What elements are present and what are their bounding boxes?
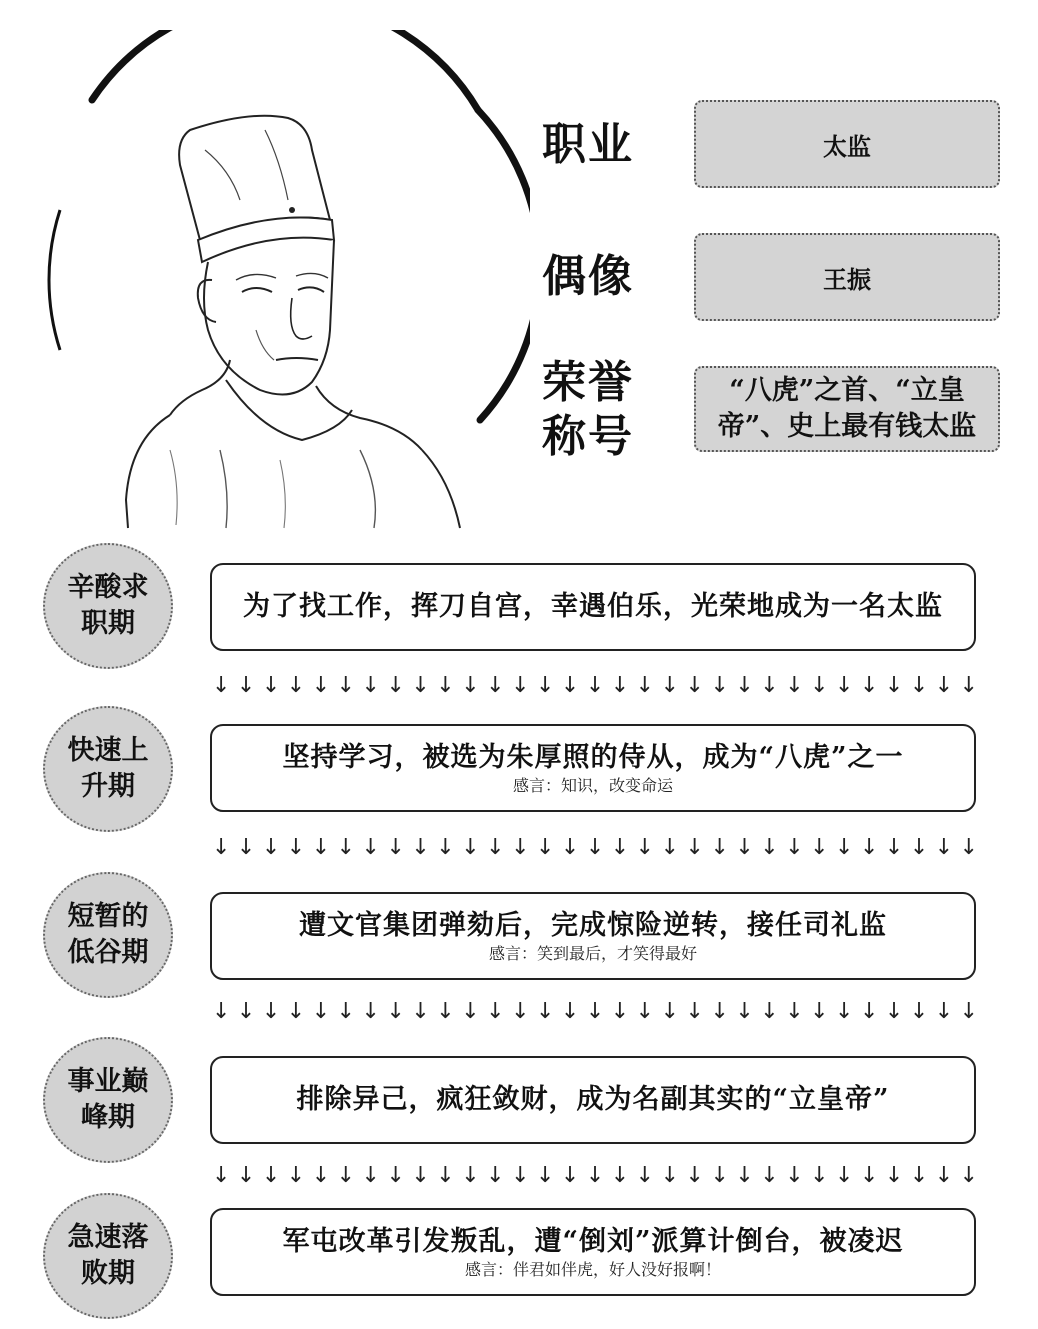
down-arrow-icon: ↓ (585, 673, 605, 698)
down-arrow-icon: ↓ (884, 999, 904, 1024)
down-arrow-icon: ↓ (585, 835, 605, 860)
down-arrow-icon: ↓ (286, 1163, 306, 1188)
down-arrow-icon: ↓ (436, 835, 455, 860)
down-arrow-icon: ↓ (610, 1163, 630, 1188)
stage-text: 军屯改革引发叛乱，遭“倒刘”派算计倒台，被凌迟 (282, 1225, 904, 1257)
down-arrow-icon: ↓ (311, 1163, 331, 1188)
down-arrow-icon: ↓ (810, 673, 829, 698)
down-arrow-icon: ↓ (859, 835, 879, 860)
down-arrow-icon: ↓ (835, 999, 854, 1024)
arrow-row (212, 672, 979, 700)
down-arrow-icon: ↓ (909, 1163, 929, 1188)
down-arrow-icon: ↓ (511, 999, 530, 1024)
idol-value: 王振 (694, 233, 1000, 321)
down-arrow-icon: ↓ (610, 673, 630, 698)
stage-circle-1 (43, 543, 173, 669)
down-arrow-icon: ↓ (934, 673, 954, 698)
down-arrow-icon: ↓ (810, 999, 829, 1024)
halo-ring (92, 30, 478, 110)
down-arrow-icon: ↓ (436, 1163, 455, 1188)
down-arrow-icon: ↓ (261, 673, 281, 698)
down-arrow-icon: ↓ (461, 673, 480, 698)
stage-note: 感言：笑到最后，才笑得最好 (488, 943, 697, 963)
down-arrow-icon: ↓ (560, 835, 580, 860)
honor-label-line2: 称号 (542, 411, 634, 462)
stage-box-4 (210, 1056, 976, 1144)
stage-text: 遭文官集团弹劾后，完成惊险逆转，接任司礼监 (299, 909, 887, 941)
down-arrow-icon: ↓ (710, 1163, 729, 1188)
down-arrow-icon: ↓ (810, 1163, 829, 1188)
down-arrow-icon: ↓ (261, 1163, 281, 1188)
down-arrow-icon: ↓ (909, 673, 929, 698)
stage-box-2 (210, 724, 976, 812)
honor-value: “八虎”之首、“立皇帝”、史上最有钱太监 (694, 366, 1000, 452)
down-arrow-icon: ↓ (660, 835, 680, 860)
stage-box-3 (210, 892, 976, 980)
down-arrow-icon: ↓ (560, 999, 580, 1024)
down-arrow-icon: ↓ (909, 999, 929, 1024)
stage-text: 坚持学习，被选为朱厚照的侍从，成为“八虎”之一 (282, 741, 904, 773)
down-arrow-icon: ↓ (411, 999, 430, 1024)
stage-circle-3 (43, 872, 173, 998)
stage-note: 感言：知识，改变命运 (512, 775, 673, 795)
down-arrow-icon: ↓ (635, 835, 655, 860)
down-arrow-icon: ↓ (710, 835, 729, 860)
down-arrow-icon: ↓ (635, 999, 655, 1024)
down-arrow-icon: ↓ (212, 835, 231, 860)
down-arrow-icon: ↓ (934, 999, 954, 1024)
down-arrow-icon: ↓ (212, 999, 231, 1024)
down-arrow-icon: ↓ (236, 1163, 256, 1188)
stage-circle-4 (43, 1037, 173, 1163)
down-arrow-icon: ↓ (411, 673, 430, 698)
down-arrow-icon: ↓ (286, 835, 306, 860)
honor-label-line1: 荣誉 (542, 357, 634, 408)
down-arrow-icon: ↓ (436, 999, 455, 1024)
down-arrow-icon: ↓ (411, 835, 430, 860)
stage-label: 短暂的低谷期 (67, 901, 149, 968)
down-arrow-icon: ↓ (212, 1163, 231, 1188)
down-arrow-icon: ↓ (735, 1163, 754, 1188)
down-arrow-icon: ↓ (835, 673, 854, 698)
down-arrow-icon: ↓ (511, 835, 530, 860)
down-arrow-icon: ↓ (560, 1163, 580, 1188)
down-arrow-icon: ↓ (336, 999, 356, 1024)
down-arrow-icon: ↓ (909, 835, 929, 860)
down-arrow-icon: ↓ (461, 999, 480, 1024)
stage-label: 快速上升期 (67, 735, 149, 802)
down-arrow-icon: ↓ (212, 673, 231, 698)
down-arrow-icon: ↓ (959, 673, 979, 698)
stage-box-1 (210, 563, 976, 651)
down-arrow-icon: ↓ (735, 999, 754, 1024)
down-arrow-icon: ↓ (884, 673, 904, 698)
down-arrow-icon: ↓ (535, 1163, 555, 1188)
down-arrow-icon: ↓ (710, 999, 729, 1024)
down-arrow-icon: ↓ (336, 1163, 356, 1188)
stage-note: 感言：伴君如伴虎，好人没好报啊！ (464, 1259, 721, 1279)
down-arrow-icon: ↓ (959, 1163, 979, 1188)
occupation-value: 太监 (694, 100, 1000, 188)
down-arrow-icon: ↓ (610, 999, 630, 1024)
down-arrow-icon: ↓ (859, 1163, 879, 1188)
down-arrow-icon: ↓ (810, 835, 829, 860)
down-arrow-icon: ↓ (884, 1163, 904, 1188)
down-arrow-icon: ↓ (486, 835, 505, 860)
down-arrow-icon: ↓ (236, 999, 256, 1024)
down-arrow-icon: ↓ (386, 1163, 405, 1188)
down-arrow-icon: ↓ (486, 673, 505, 698)
halo-ring-right (478, 110, 530, 420)
down-arrow-icon: ↓ (361, 673, 380, 698)
down-arrow-icon: ↓ (511, 673, 530, 698)
down-arrow-icon: ↓ (660, 673, 680, 698)
down-arrow-icon: ↓ (934, 1163, 954, 1188)
arrow-row (212, 834, 979, 862)
halo-ring-left (49, 210, 60, 350)
down-arrow-icon: ↓ (386, 999, 405, 1024)
down-arrow-icon: ↓ (336, 835, 356, 860)
down-arrow-icon: ↓ (735, 673, 754, 698)
down-arrow-icon: ↓ (311, 673, 331, 698)
down-arrow-icon: ↓ (635, 673, 655, 698)
down-arrow-icon: ↓ (535, 835, 555, 860)
down-arrow-icon: ↓ (884, 835, 904, 860)
arrow-row (212, 998, 979, 1026)
stage-circle-2 (43, 706, 173, 832)
robe (126, 415, 460, 528)
down-arrow-icon: ↓ (859, 999, 879, 1024)
down-arrow-icon: ↓ (261, 999, 281, 1024)
down-arrow-icon: ↓ (959, 835, 979, 860)
down-arrow-icon: ↓ (660, 1163, 680, 1188)
down-arrow-icon: ↓ (785, 835, 804, 860)
down-arrow-icon: ↓ (486, 999, 505, 1024)
down-arrow-icon: ↓ (436, 673, 455, 698)
down-arrow-icon: ↓ (286, 673, 306, 698)
down-arrow-icon: ↓ (760, 835, 779, 860)
down-arrow-icon: ↓ (535, 673, 555, 698)
down-arrow-icon: ↓ (685, 1163, 704, 1188)
down-arrow-icon: ↓ (361, 835, 380, 860)
down-arrow-icon: ↓ (760, 1163, 779, 1188)
down-arrow-icon: ↓ (785, 673, 804, 698)
down-arrow-icon: ↓ (685, 999, 704, 1024)
down-arrow-icon: ↓ (685, 673, 704, 698)
down-arrow-icon: ↓ (760, 999, 779, 1024)
down-arrow-icon: ↓ (236, 835, 256, 860)
down-arrow-icon: ↓ (835, 1163, 854, 1188)
down-arrow-icon: ↓ (336, 673, 356, 698)
down-arrow-icon: ↓ (386, 673, 405, 698)
face (204, 240, 334, 395)
down-arrow-icon: ↓ (236, 673, 256, 698)
down-arrow-icon: ↓ (311, 999, 331, 1024)
down-arrow-icon: ↓ (710, 673, 729, 698)
stage-circle-5 (43, 1193, 173, 1319)
down-arrow-icon: ↓ (635, 1163, 655, 1188)
down-arrow-icon: ↓ (311, 835, 331, 860)
down-arrow-icon: ↓ (785, 999, 804, 1024)
stage-text: 为了找工作，挥刀自宫，幸遇伯乐，光荣地成为一名太监 (243, 591, 943, 622)
down-arrow-icon: ↓ (685, 835, 704, 860)
down-arrow-icon: ↓ (760, 673, 779, 698)
stage-label: 辛酸求职期 (67, 572, 149, 639)
eunuch-portrait-illustration (30, 30, 530, 530)
down-arrow-icon: ↓ (735, 835, 754, 860)
down-arrow-icon: ↓ (585, 1163, 605, 1188)
stage-label: 事业巅峰期 (67, 1066, 149, 1133)
down-arrow-icon: ↓ (560, 673, 580, 698)
down-arrow-icon: ↓ (261, 835, 281, 860)
down-arrow-icon: ↓ (610, 835, 630, 860)
down-arrow-icon: ↓ (486, 1163, 505, 1188)
stage-label: 急速落败期 (67, 1222, 149, 1289)
down-arrow-icon: ↓ (959, 999, 979, 1024)
stage-box-5 (210, 1208, 976, 1296)
down-arrow-icon: ↓ (411, 1163, 430, 1188)
down-arrow-icon: ↓ (585, 999, 605, 1024)
down-arrow-icon: ↓ (511, 1163, 530, 1188)
down-arrow-icon: ↓ (361, 999, 380, 1024)
down-arrow-icon: ↓ (386, 835, 405, 860)
down-arrow-icon: ↓ (535, 999, 555, 1024)
idol-label: 偶像 (542, 251, 634, 302)
stage-text: 排除异己，疯狂敛财，成为名副其实的“立皇帝” (296, 1084, 890, 1115)
arrow-row (212, 1162, 979, 1190)
down-arrow-icon: ↓ (835, 835, 854, 860)
down-arrow-icon: ↓ (461, 1163, 480, 1188)
down-arrow-icon: ↓ (934, 835, 954, 860)
down-arrow-icon: ↓ (660, 999, 680, 1024)
down-arrow-icon: ↓ (361, 1163, 380, 1188)
down-arrow-icon: ↓ (461, 835, 480, 860)
down-arrow-icon: ↓ (785, 1163, 804, 1188)
down-arrow-icon: ↓ (286, 999, 306, 1024)
down-arrow-icon: ↓ (859, 673, 879, 698)
occupation-label: 职业 (542, 119, 634, 170)
